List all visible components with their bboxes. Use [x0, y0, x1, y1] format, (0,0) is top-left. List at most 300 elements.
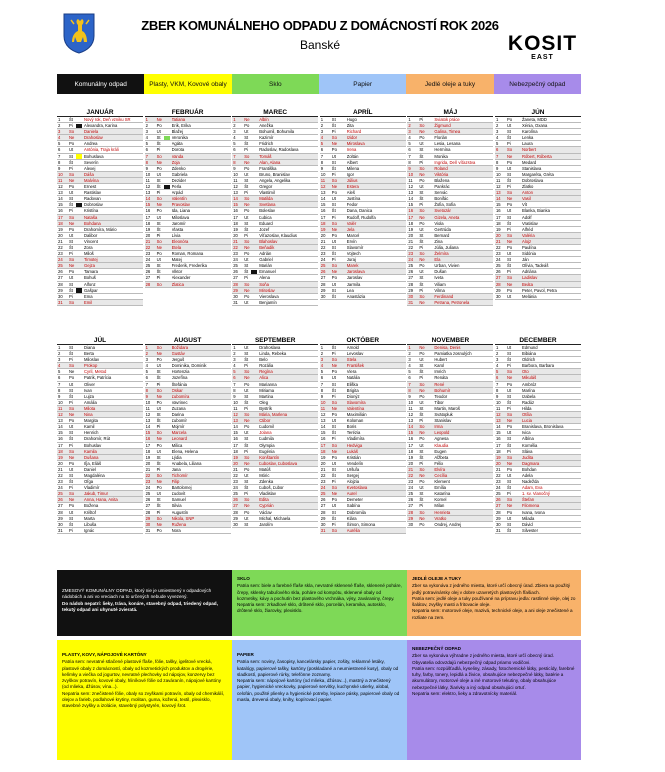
collection-mark	[251, 221, 259, 226]
name-day: Sergej	[346, 472, 359, 478]
name-day: Servác	[434, 190, 448, 196]
weekday: So	[69, 257, 75, 263]
name-day: 1. sv. Vianočný	[521, 491, 550, 497]
name-day: Izidor	[346, 135, 358, 141]
weekday: Ne	[331, 269, 338, 275]
day-number: 19	[145, 226, 151, 232]
collection-mark	[339, 251, 347, 256]
weekday: Ne	[419, 472, 425, 478]
name-day: Viktor	[171, 269, 183, 275]
name-day: Drahoslava	[259, 345, 281, 350]
weekday: Pi	[419, 418, 424, 424]
weekday: Pi	[244, 448, 248, 454]
day-number: 14	[408, 196, 414, 202]
name-day: Sviatok práce	[434, 117, 460, 122]
collection-mark	[76, 227, 84, 232]
collection-mark	[339, 406, 347, 411]
weekday: Št	[156, 375, 161, 381]
name-day: Emil	[84, 299, 93, 305]
weekday: Ne	[244, 117, 250, 122]
name-day: Margita	[84, 418, 98, 424]
weekday: St	[244, 393, 249, 399]
day-number: 8	[145, 387, 148, 393]
weekday: Ne	[156, 436, 162, 442]
name-day: Bonifác	[434, 196, 449, 202]
day-number: 28	[145, 509, 151, 515]
day-number: 20	[495, 232, 501, 238]
name-day: Karolína	[521, 129, 538, 135]
day-number: 24	[320, 257, 326, 263]
name-day: Laura	[521, 141, 533, 147]
name-day: Kornélia	[521, 442, 538, 448]
name-day: Víťazoslav, Klaudius	[259, 232, 297, 238]
day-number: 9	[58, 393, 61, 399]
name-day: Žofia, Sofia	[434, 202, 456, 208]
day-number: 8	[495, 387, 499, 393]
day-number: 16	[233, 436, 238, 442]
collection-mark	[76, 406, 84, 411]
collection-mark	[164, 497, 172, 502]
collection-mark	[76, 375, 84, 380]
weekday: So	[69, 171, 75, 177]
collection-mark	[164, 375, 172, 380]
weekday: Ut	[331, 196, 336, 202]
weekday: Pi	[331, 436, 336, 442]
weekday: Ne	[244, 202, 250, 208]
day-number: 12	[495, 184, 501, 190]
collection-mark	[514, 227, 522, 232]
weekday: Št	[331, 430, 336, 436]
weekday: So	[331, 220, 337, 226]
weekday: St	[331, 117, 336, 122]
collection-mark	[426, 382, 434, 387]
day-number: 6	[495, 375, 499, 381]
name-day: Lea	[346, 287, 354, 293]
collection-mark	[76, 117, 84, 122]
weekday: St	[506, 129, 511, 135]
month-name: MÁJ	[407, 108, 493, 117]
day-number: 20	[320, 460, 326, 466]
name-day: Aurélia	[346, 527, 360, 533]
collection-mark	[514, 166, 522, 171]
day-number: 25	[233, 491, 238, 497]
day-number: 4	[408, 363, 411, 369]
weekday: So	[331, 177, 337, 183]
day-number: 27	[233, 503, 238, 509]
day-number: 1	[408, 117, 411, 122]
name-day: Zlatica	[171, 281, 184, 287]
weekday: Ne	[419, 214, 425, 220]
logo-main-text: KOSIT	[507, 32, 578, 55]
weekday: Ne	[244, 159, 250, 165]
weekday: Št	[156, 503, 161, 509]
collection-mark	[164, 479, 172, 484]
day-number: 12	[408, 412, 414, 418]
weekday: St	[506, 436, 511, 442]
name-day: Richard	[346, 129, 362, 135]
oleje-text: Zber sa vykonáva z jedného miesta, ktoré určí obecný úrad. Zbiera sa použitý jedlý potravinársky olej v dobre uzavretých plastových fľašiach.	[412, 583, 571, 595]
weekday: Ne	[419, 171, 425, 177]
day-number: 5	[145, 141, 148, 147]
name-day: Roman, Romana	[171, 251, 204, 257]
collection-mark	[164, 455, 172, 460]
weekday: Po	[69, 141, 75, 147]
collection-mark	[514, 430, 522, 435]
name-day: Malvína	[84, 177, 99, 183]
weekday: Pi	[331, 351, 336, 357]
weekday: St	[244, 479, 249, 485]
collection-mark	[76, 123, 84, 128]
day-number: 19	[233, 454, 238, 460]
day-number: 19	[408, 454, 414, 460]
name-day: Pravoslav	[171, 202, 190, 208]
collection-mark	[426, 282, 434, 287]
weekday: Po	[156, 251, 162, 257]
weekday: Pi	[69, 123, 73, 129]
weekday: Št	[506, 220, 511, 226]
name-day: Dáša	[84, 171, 94, 177]
day-number: 17	[320, 442, 326, 448]
day-number: 13	[408, 190, 414, 196]
collection-mark	[76, 135, 84, 140]
collection-mark	[251, 300, 259, 305]
weekday: Št	[331, 345, 336, 350]
weekday: St	[506, 521, 511, 527]
weekday: Ne	[244, 287, 250, 293]
day-number: 3	[233, 357, 236, 363]
collection-mark	[251, 479, 259, 484]
weekday: Št	[331, 123, 336, 129]
weekday: St	[69, 472, 73, 478]
name-day: Gabriela	[171, 171, 188, 177]
name-day: Svetlana	[259, 202, 276, 208]
collection-mark	[514, 215, 522, 220]
month-block	[232, 336, 318, 534]
name-day: Ernest	[84, 184, 97, 190]
day-number: 17	[145, 442, 151, 448]
weekday: Št	[419, 497, 424, 503]
collection-mark	[426, 269, 434, 274]
month-block	[407, 108, 493, 306]
weekday: Pi	[244, 190, 248, 196]
name-day: Natália	[346, 375, 360, 381]
day-number: 27	[495, 275, 501, 281]
day-number: 23	[233, 479, 238, 485]
weekday: St	[69, 387, 73, 393]
name-day: Pankrác	[434, 184, 450, 190]
weekday: Ut	[419, 226, 424, 232]
day-number: 17	[495, 214, 501, 220]
name-day: Adam, Eva	[521, 485, 543, 491]
collection-mark	[514, 141, 522, 146]
name-day: Lesia, Lesana	[434, 141, 461, 147]
day-number: 4	[145, 363, 148, 369]
day-number: 11	[233, 405, 238, 411]
collection-mark	[339, 497, 347, 502]
name-day: Želmíra	[434, 251, 449, 257]
weekday: Po	[69, 184, 75, 190]
name-day: Jerguš	[171, 357, 185, 363]
day-number: 12	[320, 184, 326, 190]
name-day: Ľudomil	[259, 424, 274, 430]
day-number: 5	[408, 369, 411, 375]
collection-mark	[164, 147, 172, 152]
day-number: 4	[145, 135, 148, 141]
day-row	[320, 528, 406, 534]
name-day: Ružena	[171, 521, 187, 527]
collection-mark	[426, 430, 434, 435]
name-day: Alojz	[521, 238, 532, 244]
info-oleje	[407, 570, 581, 636]
day-number: 6	[408, 147, 411, 153]
collection-mark	[514, 443, 522, 448]
day-number: 14	[145, 424, 151, 430]
day-number: 29	[58, 515, 63, 521]
weekday: St	[331, 381, 336, 387]
day-number: 9	[58, 165, 61, 171]
name-day: Vojtech	[346, 251, 361, 257]
weekday: Št	[331, 472, 336, 478]
weekday: Ut	[156, 129, 161, 135]
name-day: Margaréta, Gréta	[521, 171, 554, 177]
day-number: 18	[495, 448, 501, 454]
day-number: 10	[233, 171, 238, 177]
collection-mark	[514, 172, 522, 177]
weekday: St	[156, 177, 161, 183]
collection-mark	[514, 154, 522, 159]
weekday: St	[244, 351, 249, 357]
weekday: Ut	[506, 251, 512, 257]
collection-mark	[514, 388, 522, 393]
weekday: Po	[69, 375, 75, 381]
papier-patri: Patria sem: noviny, časopisy, kancelársky papier, zošity, reklamné letáky, katalógy, papierové tašky, kartóny (poskladané a neumiestnené kusy), obaly od sladkostí, papierové rúrky, telefónne zoznamy.	[237, 659, 399, 677]
day-number: 12	[145, 412, 151, 418]
collection-mark	[76, 443, 84, 448]
day-number: 21	[320, 466, 326, 472]
weekday: Ne	[506, 503, 513, 509]
name-day: Brigita	[346, 387, 359, 393]
name-day: Zdenko	[171, 165, 186, 171]
weekday: Št	[69, 244, 73, 250]
name-day: Milan	[434, 503, 445, 509]
name-day: Zoja	[171, 159, 180, 165]
name-day: Bruno, Branislav	[259, 171, 290, 177]
weekday: Št	[69, 351, 73, 357]
name-day: Ľubica	[259, 214, 272, 220]
collection-mark	[426, 178, 434, 183]
weekday: So	[419, 466, 425, 472]
day-number: 20	[495, 460, 501, 466]
name-day: Vladislav	[259, 491, 276, 497]
weekday: Ut	[331, 503, 336, 509]
collection-mark	[164, 129, 172, 134]
name-day: Matúš	[259, 466, 271, 472]
weekday: Ne	[331, 363, 338, 369]
day-number: 13	[145, 190, 151, 196]
day-number: 21	[408, 238, 414, 244]
collection-mark	[164, 516, 172, 521]
weekday: St	[156, 454, 161, 460]
name-day: Zlatko	[521, 184, 534, 190]
day-number: 15	[233, 430, 238, 436]
weekday: Št	[69, 287, 73, 293]
weekday: Po	[331, 454, 337, 460]
day-number: 28	[320, 509, 326, 515]
weekday: Št	[331, 387, 336, 393]
collection-mark	[76, 221, 84, 226]
day-number: 30	[495, 293, 501, 299]
day-number: 29	[495, 287, 501, 293]
day-number: 1	[145, 117, 148, 122]
day-number: 28	[495, 281, 501, 287]
day-number: 2	[58, 351, 61, 357]
day-number: 8	[233, 387, 236, 393]
collection-mark	[164, 117, 172, 122]
day-number: 18	[145, 448, 151, 454]
day-number: 20	[320, 232, 326, 238]
weekday: Pi	[156, 466, 161, 472]
name-day: Severín	[84, 159, 99, 165]
day-number: 21	[495, 466, 501, 472]
weekday: So	[244, 412, 250, 418]
name-day: František	[346, 363, 365, 369]
day-number: 10	[145, 399, 151, 405]
name-day: Judita	[521, 454, 534, 460]
weekday: Pi	[69, 442, 73, 448]
weekday: Po	[331, 497, 337, 503]
collection-mark	[76, 491, 84, 496]
name-day: Dezider	[171, 177, 187, 183]
weekday: Ut	[69, 232, 74, 238]
day-number: 3	[58, 129, 61, 135]
weekday: Ne	[156, 521, 162, 527]
name-day: Marianna	[259, 381, 277, 387]
name-day: Tamara	[84, 269, 98, 275]
weekday: Ne	[69, 135, 75, 141]
collection-mark	[514, 245, 522, 250]
collection-mark	[514, 418, 522, 423]
weekday: Št	[506, 177, 511, 183]
weekday: So	[419, 208, 425, 214]
day-number: 10	[320, 399, 326, 405]
weekday: Ne	[69, 412, 75, 418]
collection-mark	[514, 375, 522, 380]
day-number: 31	[320, 527, 326, 533]
collection-mark	[339, 424, 347, 429]
name-day: Alexander	[171, 275, 191, 281]
weekday: Po	[331, 232, 337, 238]
collection-mark	[164, 345, 172, 350]
month-name: JÚN	[495, 108, 581, 117]
weekday: St	[331, 159, 336, 165]
name-day: Svätopluk	[434, 412, 453, 418]
weekday: Pi	[69, 293, 73, 299]
name-day: Nataša	[84, 214, 98, 220]
collection-mark	[339, 412, 347, 417]
day-number: 12	[58, 412, 63, 418]
collection-mark	[164, 369, 172, 374]
weekday: So	[244, 196, 250, 202]
name-day: Gustáv	[171, 351, 185, 357]
collection-mark	[251, 449, 259, 454]
name-day: Oskar	[171, 387, 183, 393]
collection-mark	[339, 221, 347, 226]
collection-mark-swatch	[76, 154, 82, 159]
day-number: 7	[408, 153, 411, 159]
collection-mark	[514, 196, 522, 201]
day-number: 2	[408, 351, 411, 357]
day-number: 1	[58, 117, 61, 122]
weekday: Ut	[244, 257, 249, 263]
name-day: Václav	[259, 509, 272, 515]
collection-mark	[514, 135, 522, 140]
day-number: 13	[320, 190, 326, 196]
name-day: Kristína	[84, 208, 99, 214]
collection-mark	[339, 288, 347, 293]
day-number: 21	[145, 466, 151, 472]
name-day: Iveta	[434, 275, 444, 281]
weekday: St	[331, 244, 336, 250]
oleje-heading: JEDLÉ OLEJE A TUKY	[412, 576, 462, 581]
name-day: Bartolomej	[171, 485, 192, 491]
collection-mark	[164, 461, 172, 466]
name-day: Marcel	[346, 232, 360, 238]
day-number: 12	[233, 184, 238, 190]
weekday: Pi	[506, 269, 511, 275]
legend-item: Plasty, VKM, Kovové obaly	[144, 74, 231, 94]
day-number: 28	[408, 509, 414, 515]
name-day: Florián	[434, 135, 448, 141]
name-day: Jozefína	[171, 375, 188, 381]
weekday: Po	[69, 269, 75, 275]
name-day: Ivana, Ivona	[521, 509, 545, 515]
weekday: So	[156, 281, 162, 287]
day-number: 21	[495, 238, 501, 244]
name-day: Božena	[84, 503, 99, 509]
name-day: Darina	[171, 412, 184, 418]
weekday: So	[69, 448, 75, 454]
weekday: So	[69, 405, 75, 411]
name-day: Ľudmila	[259, 436, 274, 442]
day-number: 20	[145, 460, 151, 466]
day-number: 7	[233, 381, 236, 387]
weekday: So	[419, 293, 425, 299]
weekday: Ne	[156, 159, 162, 165]
name-day: Elena, Helena	[171, 448, 198, 454]
day-number: 2	[408, 123, 411, 129]
name-day: Blažej	[171, 129, 183, 135]
day-number: 9	[233, 165, 236, 171]
name-day: Bibiána	[521, 351, 536, 357]
weekday: Št	[419, 412, 424, 418]
weekday: Pi	[419, 244, 424, 250]
name-day: Leonard	[171, 436, 187, 442]
day-number: 25	[320, 491, 326, 497]
day-number: 10	[58, 399, 63, 405]
weekday: Št	[69, 393, 73, 399]
weekday: So	[506, 275, 513, 281]
day-number: 27	[58, 503, 63, 509]
name-day: Tibor	[434, 399, 444, 405]
day-number: 17	[233, 214, 238, 220]
weekday: Ne	[156, 244, 162, 250]
name-day: Milica	[171, 442, 183, 448]
collection-mark	[426, 375, 434, 380]
collection-mark	[164, 394, 172, 399]
name-day: Šimon, Simona	[346, 521, 376, 527]
weekday: Po	[419, 220, 425, 226]
name-day: Justína	[346, 196, 361, 202]
